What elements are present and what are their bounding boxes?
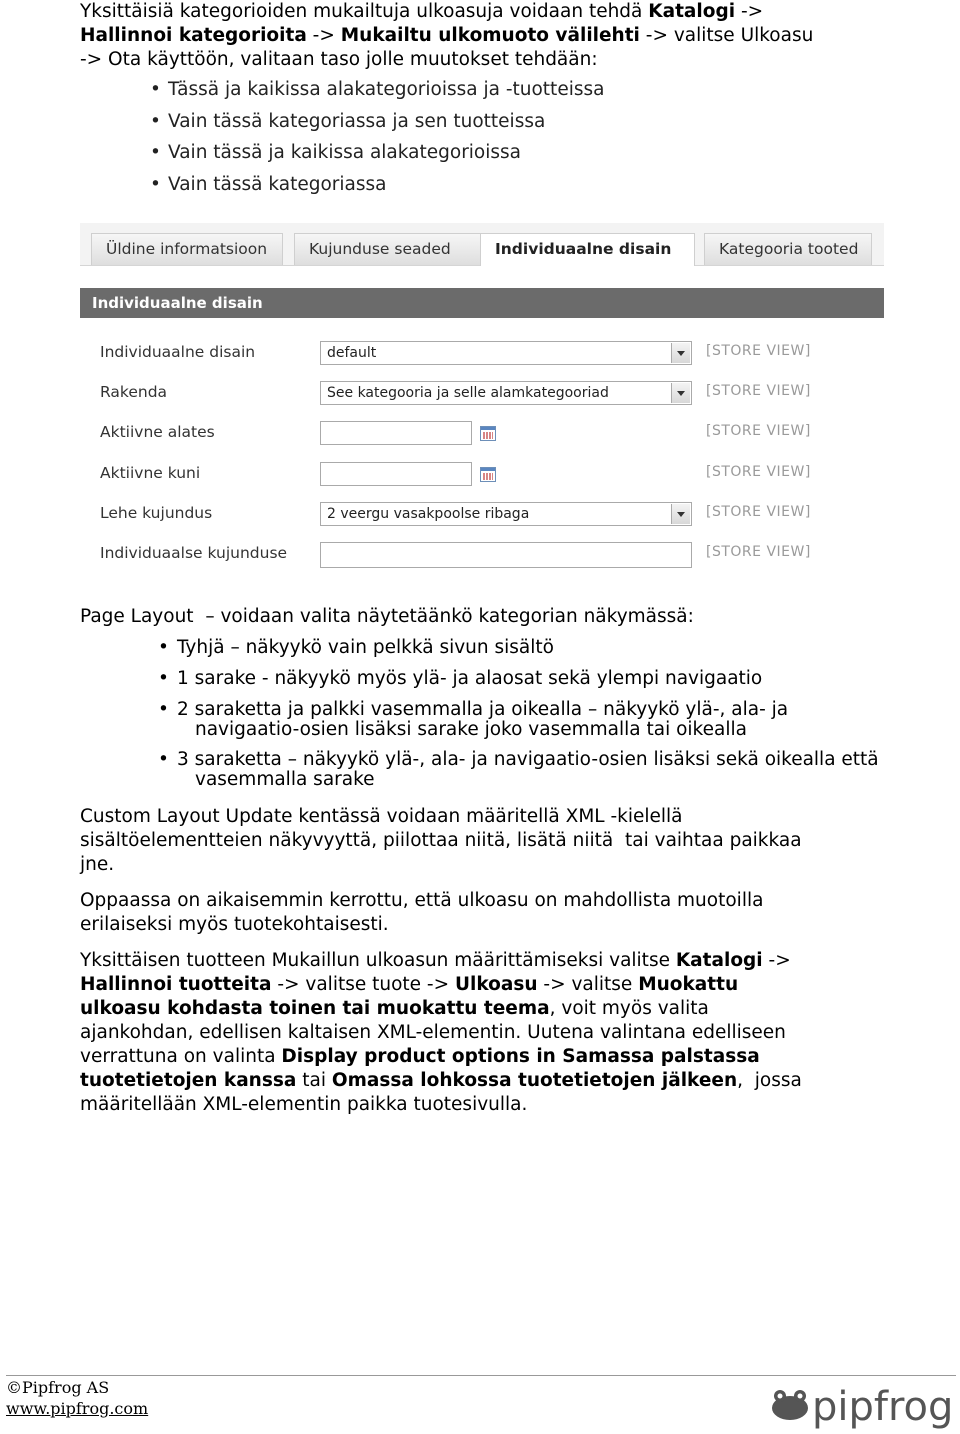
- form-row-custom-design: [80, 339, 884, 365]
- tab-category-products[interactable]: Kategooria tooted: [704, 233, 872, 265]
- active-from-input[interactable]: [320, 421, 472, 445]
- intro-line-2: Hallinnoi kategorioita -> Mukailtu ulkomuoto välilehti -> valitse Ulkoasu: [80, 25, 814, 46]
- field-label: Individuaalne disain: [100, 343, 256, 361]
- bullet: •: [150, 110, 161, 132]
- store-view-label: [STORE VIEW]: [706, 383, 811, 399]
- field-label: Rakenda: [100, 383, 168, 401]
- chevron-down-icon[interactable]: [671, 504, 690, 524]
- page-layout-options: [158, 638, 879, 790]
- tab-custom-design[interactable]: Individuaalne disain: [480, 233, 695, 266]
- active-to-input[interactable]: [320, 462, 472, 486]
- list-item: • 3 saraketta – näkyykö ylä-, ala- ja navigaatio-osien lisäksi sekä oikealla että vasemmalla sarake: [158, 749, 879, 790]
- calendar-icon[interactable]: [480, 467, 496, 482]
- footer: [6, 1377, 148, 1419]
- page-layout-select[interactable]: 2 veergu vasakpoolse ribaga: [320, 502, 692, 526]
- form-row-active-to: [80, 460, 884, 486]
- bullet: •: [150, 142, 161, 163]
- list-item: • 2 saraketta ja palkki vasemmalla ja oikealla – näkyykö ylä-, ala- ja navigaatio-osien lisäksi sarake joko vasemmalla tai oikealla: [158, 699, 789, 740]
- oppaassa-paragraph: Oppaassa on aikaisemmin kerrottu, että ulkoasu on mahdollista muotoilla erilaiseksi myös tuotekohtaisesti.: [80, 890, 764, 935]
- bullet: •: [150, 173, 161, 195]
- list-item: • Vain tässä kategoriassa ja sen tuotteissa: [150, 110, 546, 132]
- custom-design-select[interactable]: default: [320, 341, 692, 365]
- chevron-down-icon[interactable]: [671, 383, 690, 403]
- store-view-label: [STORE VIEW]: [706, 423, 811, 439]
- store-view-label: [STORE VIEW]: [706, 504, 811, 520]
- tab-general-info[interactable]: Üldine informatsioon: [91, 233, 283, 265]
- intro-paragraph: [80, 0, 940, 72]
- store-view-label: [STORE VIEW]: [706, 544, 811, 560]
- list-item: • Tässä ja kaikissa alakategorioissa ja -tuotteissa: [150, 79, 605, 100]
- custom-layout-paragraph: Custom Layout Update kentässä voidaan määritellä XML -kielellä sisältöelementteien näkyvyyttä, piilottaa niitä, lisätä niitä tai vaihtaa paikkaa jne.: [80, 806, 802, 875]
- bullet: •: [150, 79, 161, 100]
- copyright: ©Pipfrog AS: [6, 1378, 110, 1397]
- list-item: • 1 sarake - näkyykö myös ylä- ja alaosat sekä ylempi navigaatio: [158, 668, 763, 689]
- intro-line-3: -> Ota käyttöön, valitaan taso jolle muutokset tehdään:: [80, 49, 598, 70]
- chevron-down-icon[interactable]: [671, 343, 690, 363]
- logo-text: pipfrog: [812, 1384, 954, 1430]
- level-list: [150, 78, 604, 204]
- pipfrog-logo: [768, 1378, 958, 1432]
- panel-title: Individuaalne disain: [80, 288, 884, 318]
- field-label: Aktiivne kuni: [100, 464, 201, 482]
- bullet: •: [158, 699, 169, 720]
- intro-line-1: Yksittäisiä kategorioiden mukailtuja ulkoasuja voidaan tehdä Katalogi ->: [80, 1, 764, 22]
- store-view-label: [STORE VIEW]: [706, 464, 811, 480]
- form-row-active-from: [80, 419, 884, 445]
- list-item: • Vain tässä ja kaikissa alakategorioissa: [150, 142, 522, 163]
- bullet: •: [158, 637, 169, 658]
- form-row-apply: [80, 379, 884, 405]
- form-row-custom-layout: [80, 540, 884, 566]
- product-paragraph: Yksittäisen tuotteen Mukaillun ulkoasun määrittämiseksi valitse Katalogi -> Hallinnoi tuotteita -> valitse tuote -> Ulkoasu -> valitse Muokattu ulkoasu kohdasta toinen tai muokattu teema, voit myös valita ajankohdan, edellisen kaltaisen XML-elementin. Uutena valintana edelliseen verrattuna on valinta Display product options in Samassa palstassa tuotetietojen kanssa tai Omassa lohkossa tuotetietojen jälkeen, jossa määritellään XML-elementin paikka tuotesivulla.: [80, 950, 802, 1115]
- field-label: Aktiivne alates: [100, 423, 215, 441]
- tab-design-settings[interactable]: Kujunduse seaded: [294, 233, 482, 265]
- tab-bar: [80, 223, 884, 266]
- footer-divider: [6, 1375, 956, 1376]
- calendar-icon[interactable]: [480, 426, 496, 441]
- website-link[interactable]: www.pipfrog.com: [6, 1399, 149, 1418]
- form-row-page-layout: [80, 500, 884, 526]
- admin-screenshot: [80, 223, 884, 568]
- page-layout-heading: Page Layout – voidaan valita näytetäänkö kategorian näkymässä:: [80, 606, 694, 627]
- bullet: •: [158, 749, 169, 770]
- store-view-label: [STORE VIEW]: [706, 343, 811, 359]
- custom-layout-textarea[interactable]: [320, 542, 692, 568]
- apply-select[interactable]: See kategooria ja selle alamkategooriad: [320, 381, 692, 405]
- bullet: •: [158, 668, 169, 689]
- field-label: Individuaalse kujunduse: [100, 544, 288, 562]
- list-item: • Tyhjä – näkyykö vain pelkkä sivun sisältö: [158, 637, 554, 658]
- list-item: • Vain tässä kategoriassa: [150, 173, 387, 195]
- field-label: Lehe kujundus: [100, 504, 213, 522]
